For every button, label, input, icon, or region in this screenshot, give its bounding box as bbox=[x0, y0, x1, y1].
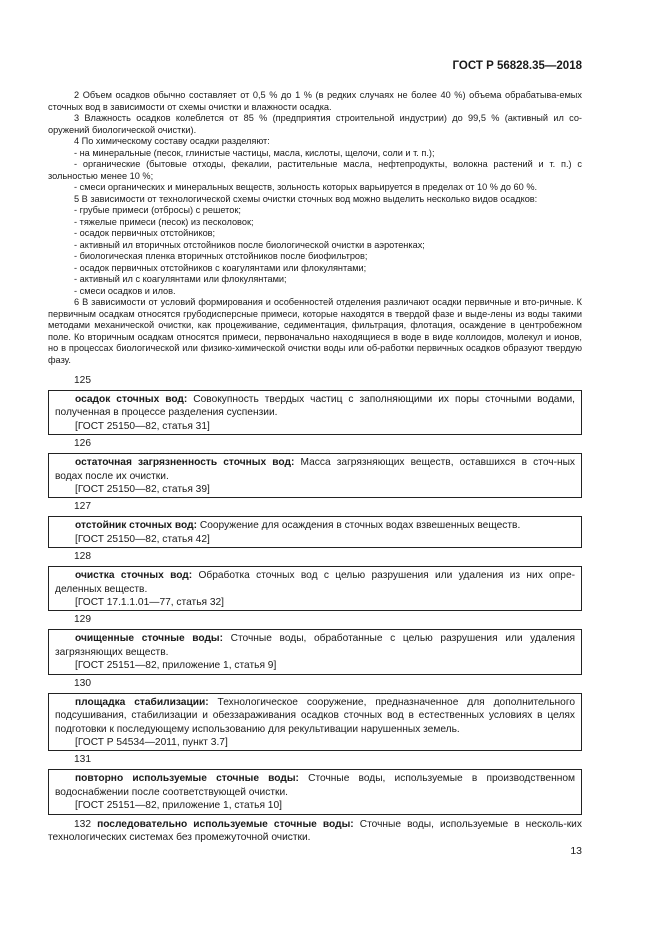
term-definition bbox=[55, 393, 575, 420]
term-number: 127 bbox=[74, 501, 91, 513]
term-number: 129 bbox=[74, 614, 91, 626]
term-box bbox=[48, 629, 582, 674]
term-text: Совокупность твердых частиц с заполняющими их поры сточными водами, полученная в процессе разделения суспензии. bbox=[55, 394, 575, 419]
term-number: 126 bbox=[74, 438, 91, 450]
term-reference: [ГОСТ 25151—82, приложение 1, статья 10] bbox=[75, 800, 282, 812]
term-box bbox=[48, 390, 582, 435]
note-paragraph: 2 Объем осадков обычно составляет от 0,5 % до 1 % (в редких случаях не более 40 %) объема обрабатыва-емых сточных вод в зависимости от схемы очистки и влажности осадка. bbox=[48, 90, 582, 112]
document-header: ГОСТ Р 56828.35—2018 bbox=[452, 60, 582, 72]
term-number: 130 bbox=[74, 677, 91, 689]
note-list-item: - активный ил с коагулянтами или флокулянтами; bbox=[74, 274, 287, 284]
note-paragraph: 4 По химическому составу осадки разделяют: bbox=[74, 136, 270, 146]
note-list-item: - активный ил вторичных отстойников после биологической очистки в аэротенках; bbox=[74, 239, 425, 250]
term-title: последовательно используемые сточные воды: bbox=[97, 818, 354, 830]
note-list-item: - осадок первичных отстойников; bbox=[74, 228, 216, 238]
note-list-item: - грубые примеси (отбросы) с решеток; bbox=[74, 205, 241, 215]
term-text: Сточные воды, обработанные с целью разрушения или удаления загрязняющих веществ. bbox=[55, 633, 575, 658]
note-list-item: - биологическая пленка вторичных отстойников после биофильтров; bbox=[74, 251, 368, 261]
term-definition bbox=[55, 772, 575, 799]
note-list-item: - на минеральные (песок, глинистые частицы, масла, кислоты, щелочи, соли и т. п.); bbox=[74, 147, 435, 158]
term-text: Технологическое сооружение, предназначенное для дополнительного подсушивания, стабилизации и обеззараживания осадков сточных вод в естественных условиях в целях подготовки к последующему использованию для рекультивации нарушенных земель. bbox=[55, 696, 575, 735]
term-box bbox=[48, 566, 582, 611]
term-number: 132 bbox=[74, 818, 91, 830]
note-list-item: - органические (бытовые отходы, фекалии, растительные масла, нефтепродукты, волокна растений и т. п.) с зольностью менее 10 %; bbox=[48, 159, 582, 181]
term-definition bbox=[55, 519, 575, 532]
note-list-item: - смеси органических и минеральных веществ, зольность которых варьируется в пределах от 10 % до 60 %. bbox=[74, 182, 538, 192]
term-definition bbox=[55, 456, 575, 483]
term-reference: [ГОСТ 25150—82, статья 31] bbox=[75, 420, 210, 432]
term-reference: [ГОСТ 17.1.1.01—77, статья 32] bbox=[75, 597, 225, 609]
term-reference: [ГОСТ 25150—82, статья 42] bbox=[75, 533, 210, 545]
note-paragraph: 3 Влажность осадков колеблется от 85 % (предприятия строительной индустрии) до 99,5 % (активный ил со-оружений биологической очистки). bbox=[48, 113, 582, 135]
term-title: остаточная загрязненность сточных вод: bbox=[75, 457, 295, 469]
term-box bbox=[48, 516, 582, 548]
term-definition bbox=[55, 696, 575, 736]
term-title: очистка сточных вод: bbox=[75, 570, 193, 582]
term-reference: [ГОСТ Р 54534—2011, пункт 3.7] bbox=[75, 736, 228, 748]
term-box bbox=[48, 693, 582, 752]
page-number: 13 bbox=[570, 845, 582, 857]
note-list-item: - осадок первичных отстойников с коагулянтами или флокулянтами; bbox=[74, 262, 367, 273]
term-text: Сточные воды, используемые в производственном водоснабжении после соответствующей очистки. bbox=[55, 773, 575, 798]
term-reference: [ГОСТ 25150—82, статья 39] bbox=[75, 484, 210, 496]
term-title: площадка стабилизации: bbox=[75, 696, 209, 708]
term-text: Обработка сточных вод с целью разрушения или удаления из них опре-деленных веществ. bbox=[55, 570, 576, 595]
note-list-item: - тяжелые примеси (песок) из песколовок; bbox=[74, 216, 254, 227]
terms-section bbox=[48, 372, 582, 855]
term-number: 125 bbox=[74, 375, 91, 386]
term-title: повторно используемые сточные воды: bbox=[75, 773, 299, 785]
last-term-body bbox=[48, 818, 582, 845]
term-number: 131 bbox=[74, 754, 91, 766]
note-paragraph: 5 В зависимости от технологической схемы очистки сточных вод можно выделить несколько видов осадков: bbox=[74, 193, 538, 204]
term-number: 128 bbox=[74, 551, 91, 563]
term-text: Масса загрязняющих веществ, оставшихся в сточ-ных водах после их очистки. bbox=[55, 457, 576, 482]
term-title: осадок сточных вод: bbox=[75, 394, 188, 405]
last-term bbox=[48, 818, 582, 845]
term-text: Сооружение для осаждения в сточных водах взвешенных веществ. bbox=[197, 520, 521, 532]
note-list-item: - смеси осадков и илов. bbox=[74, 285, 176, 296]
term-title: очищенные сточные воды: bbox=[75, 633, 224, 645]
term-box bbox=[48, 769, 582, 814]
term-title: отстойник сточных вод: bbox=[75, 520, 198, 532]
term-definition bbox=[55, 632, 575, 659]
notes-section bbox=[48, 90, 582, 366]
note-paragraph: 6 В зависимости от условий формирования и особенностей отделения различают осадки первичные и вто-ричные. К первичным осадкам относятся грубодисперсные примеси, которые находятся в твердой фазе и выде-лены из воды такими методами механической очистки, как процеживание, седиментация, фильтрация, флотация, осаждение в центробежном поле. Ко вторичным осадкам относятся примеси, первоначально находящиеся в воде в виде коллоидов, молекул и ионов, но в процессах биологической или физико-химической очистки воды или об-работки первичных осадков образуют твердую фазу. bbox=[48, 297, 582, 365]
term-box bbox=[48, 453, 582, 498]
term-definition bbox=[55, 569, 575, 596]
term-text: Сточные воды, используемые в несколь-ких технологических системах без промежуточной очистки. bbox=[48, 818, 582, 843]
term-reference: [ГОСТ 25151—82, приложение 1, статья 9] bbox=[75, 660, 277, 672]
